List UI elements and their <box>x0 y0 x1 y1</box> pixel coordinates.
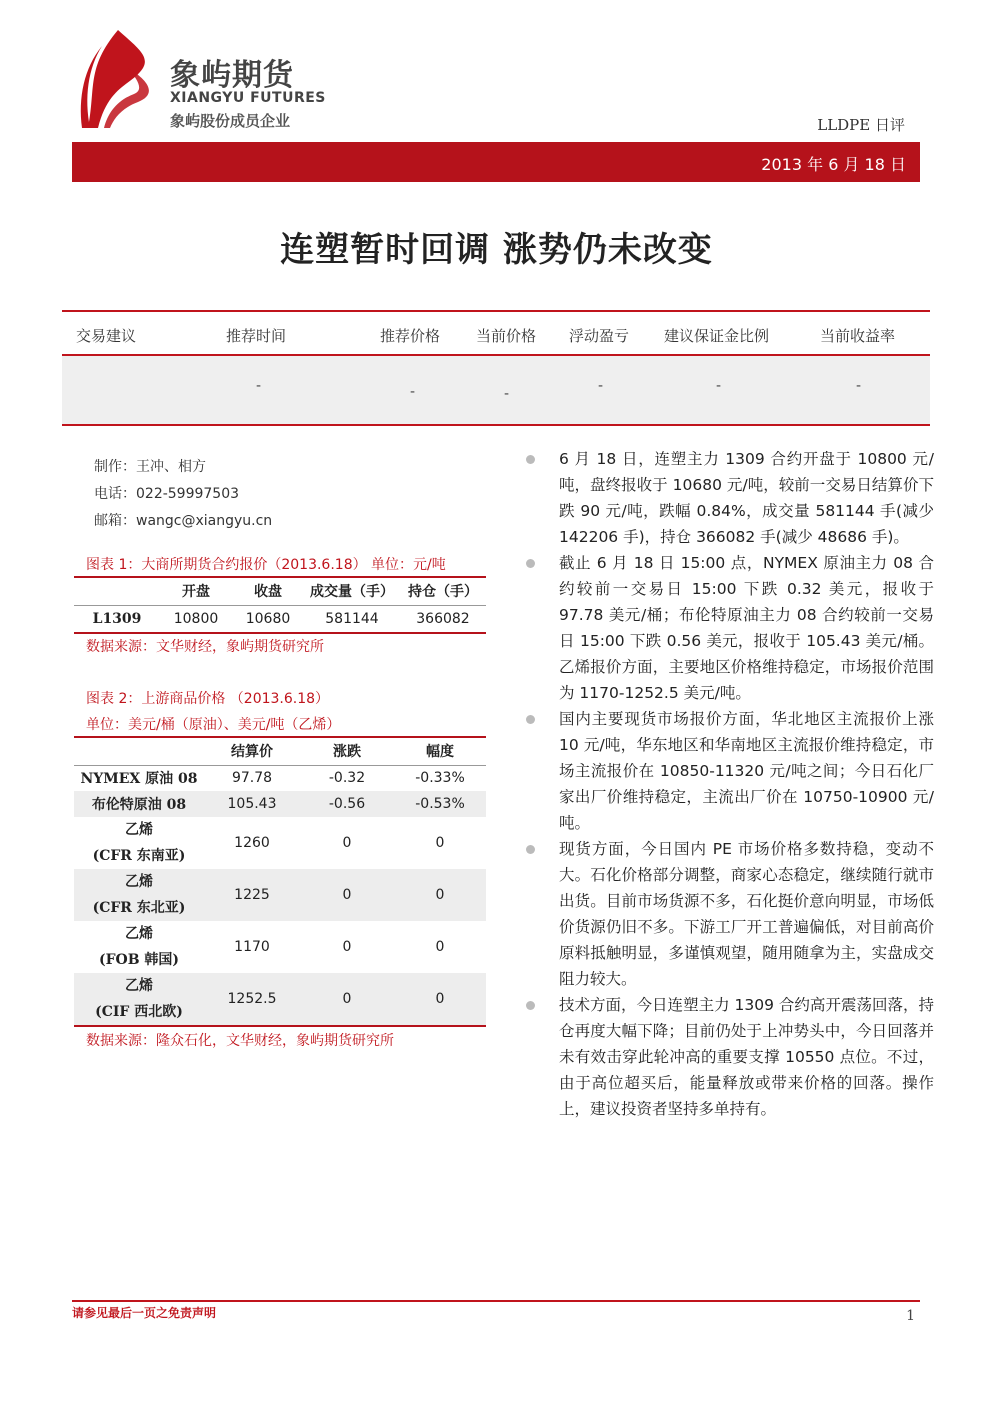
list-item: 现货方面，今日国内 PE 市场价格多数持稳，变动不大。石化价格部分调整，商家心态稳定，继续随行就市出货。目前市场货源不多，石化挺价意向明显，市场低价货源仍旧不多。下游工厂开工普遍偏低，对目前高价原料抵触明显，多谨慎观望，随用随拿为主，实盘成交阻力较大。 <box>524 836 934 992</box>
bullet-icon <box>526 845 535 854</box>
col-recommend-time: 推荐时间 <box>226 327 287 345</box>
trade-table-row <box>62 356 930 426</box>
col-current-price: 当前价格 <box>476 327 537 345</box>
bullet-icon <box>526 1001 535 1010</box>
bullet-icon <box>526 559 535 568</box>
footer-divider <box>72 1300 920 1302</box>
company-logo <box>78 28 338 138</box>
table-row: NYMEX 原油 08 97.78 -0.32 -0.33% <box>80 770 465 788</box>
bullet-icon <box>526 455 535 464</box>
disclaimer-link[interactable]: 请参见最后一页之免责声明 <box>72 1306 217 1320</box>
list-item: 国内主要现货市场报价方面，华北地区主流报价上涨 10 元/吨，华东地区和华南地区主流报价维持稳定，市场主流报价在 10850-11320 元/吨之间；今日石化厂家出厂价维持稳定，主流出厂价在 10750-10900 元/吨。 <box>524 706 934 836</box>
author: 制作：王冲、相方 <box>94 459 206 475</box>
page-number: 1 <box>906 1308 915 1324</box>
cell-recommend-time: - <box>256 378 262 394</box>
list-item: 截止 6 月 18 日 15:00 点，NYMEX 原油主力 08 合约较前一交易日 15:00 下跌 0.32 美元，报收于 97.78 美元/桶；布伦特原油主力 08 合约较前一交易日 15:00 下跌 0.56 美元，报收于 105.43 美元/桶。乙烯报价方面，主要地区价格维持稳定，市场报价范围为 1170-1252.5 美元/吨。 <box>524 550 934 706</box>
figure2-unit: 单位：美元/桶（原油）、美元/吨（乙烯） <box>86 717 341 733</box>
figure2-title: 图表 2：上游商品价格 （2013.6.18） <box>86 691 330 707</box>
trade-suggestion-table <box>62 310 930 426</box>
col-margin-ratio: 建议保证金比例 <box>664 327 770 345</box>
cell-margin-ratio: - <box>716 378 722 394</box>
bullet-icon <box>526 715 535 724</box>
table-header-row: 结算价 涨跌 幅度 <box>74 737 486 765</box>
figure2-source: 数据来源：隆众石化，文华财经，象屿期货研究所 <box>86 1033 394 1049</box>
list-item: 6 月 18 日，连塑主力 1309 合约开盘于 10800 元/吨，盘终报收于 10680 元/吨，较前一交易日结算价下跌 90 元/吨，跌幅 0.84%，成交量 581144 手(减少 142206 手)，持仓 366082 手(减少 48686 手)。 <box>524 446 934 550</box>
col-floating-pnl: 浮动盈亏 <box>569 327 630 345</box>
email: 邮箱：wangc@xiangyu.cn <box>94 513 273 529</box>
cell-recommend-price: - <box>410 384 416 400</box>
commentary-list <box>524 446 934 1122</box>
col-recommend-price: 推荐价格 <box>380 327 441 345</box>
cell-current-yield: - <box>856 378 862 394</box>
figure1-title: 图表 1：大商所期货合约报价（2013.6.18） 单位：元/吨 <box>86 557 446 573</box>
table-row: 乙烯 (FOB 韩国) 1170 0 0 <box>98 926 445 968</box>
logo-subtitle: 象屿股份成员企业 <box>170 112 291 130</box>
table-row: 乙烯 (CFR 东南亚) 1260 0 0 <box>92 822 445 864</box>
figure2-table <box>74 736 486 1027</box>
figure1-source: 数据来源：文华财经，象屿期货研究所 <box>86 639 324 655</box>
table-row: L1309 10800 10680 581144 366082 <box>74 605 486 633</box>
table-row: 乙烯 (CFR 东北亚) 1225 0 0 <box>74 869 486 921</box>
table-header-row: 开盘 收盘 成交量（手） 持仓（手） <box>74 577 486 605</box>
cell-current-price: - <box>504 386 510 402</box>
report-date: 2013 年 6 月 18 日 <box>761 155 906 174</box>
cell-floating-pnl: - <box>598 378 604 394</box>
col-trade-advice: 交易建议 <box>76 327 137 345</box>
logo-flag-icon <box>78 28 168 138</box>
logo-english-name: XIANGYU FUTURES <box>170 90 326 106</box>
figure1-table <box>74 576 486 634</box>
table-row: 乙烯 (CIF 西北欧) 1252.5 0 0 <box>74 973 486 1026</box>
phone: 电话：022-59997503 <box>94 486 240 502</box>
page-title: 连塑暂时回调 涨势仍未改变 <box>280 230 713 270</box>
col-current-yield: 当前收益率 <box>820 327 896 345</box>
report-type: LLDPE 日评 <box>817 116 905 134</box>
list-item: 技术方面，今日连塑主力 1309 合约高开震荡回落，持仓再度大幅下降；目前仍处于上冲势头中，今日回落并未有效击穿此轮冲高的重要支撑 10550 点位。不过，由于高位超买后，能量释放或带来价格的回落。操作上，建议投资者坚持多单持有。 <box>524 992 934 1122</box>
logo-chinese-name: 象屿期货 <box>170 58 294 93</box>
table-row: 布伦特原油 08 105.43 -0.56 -0.53% <box>74 791 486 817</box>
date-bar <box>72 142 920 182</box>
trade-table-header <box>62 312 930 356</box>
